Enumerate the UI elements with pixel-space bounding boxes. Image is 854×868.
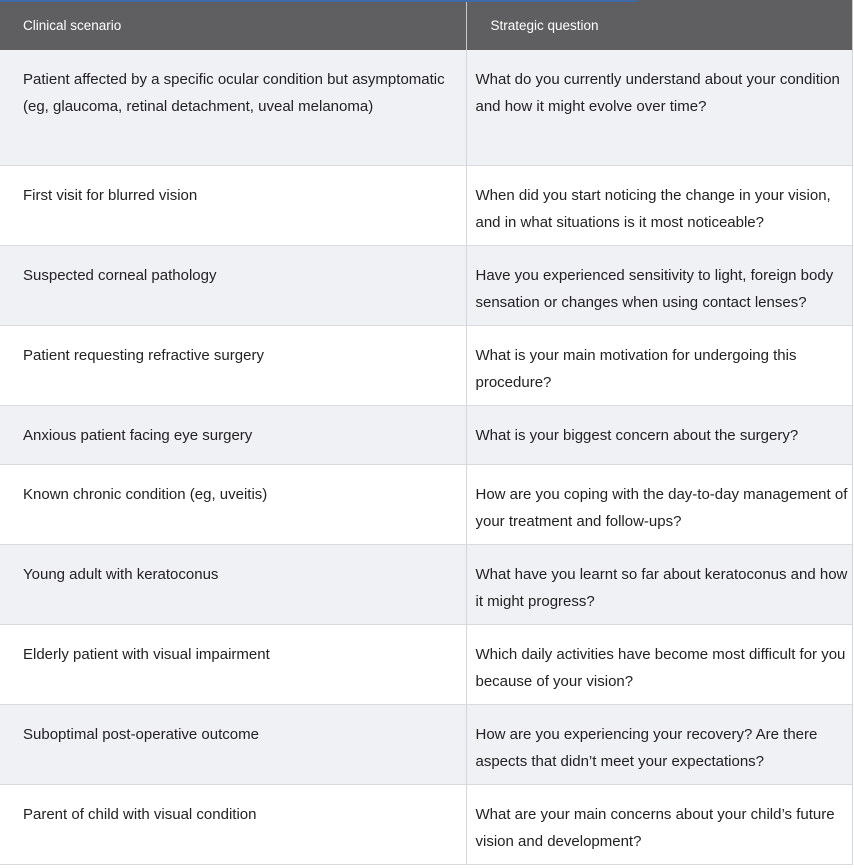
question-cell: Which daily activities have become most difficult for you because of your vision? bbox=[466, 624, 852, 704]
question-cell: What are your main concerns about your child’s future vision and development? bbox=[466, 784, 852, 864]
scenario-cell: Known chronic condition (eg, uveitis) bbox=[0, 464, 466, 544]
question-cell: What do you currently understand about your condition and how it might evolve over time? bbox=[466, 50, 852, 165]
scenario-cell: Parent of child with visual condition bbox=[0, 784, 466, 864]
table-row bbox=[0, 245, 852, 325]
scenario-cell: Young adult with keratoconus bbox=[0, 544, 466, 624]
scenario-cell: First visit for blurred vision bbox=[0, 165, 466, 245]
scenario-cell: Anxious patient facing eye surgery bbox=[0, 405, 466, 464]
table-row bbox=[0, 784, 852, 864]
question-cell: When did you start noticing the change in your vision, and in what situations is it most noticeable? bbox=[466, 165, 852, 245]
question-cell: Have you experienced sensitivity to light, foreign body sensation or changes when using contact lenses? bbox=[466, 245, 852, 325]
scenario-cell: Elderly patient with visual impairment bbox=[0, 624, 466, 704]
table-row bbox=[0, 464, 852, 544]
table-row bbox=[0, 624, 852, 704]
table-row bbox=[0, 704, 852, 784]
table-row bbox=[0, 165, 852, 245]
table-header-row bbox=[0, 0, 852, 50]
scenario-cell: Patient affected by a specific ocular condition but asymptomatic (eg, glaucoma, retinal detachment, uveal melanoma) bbox=[0, 50, 466, 165]
column-header-clinical-scenario: Clinical scenario bbox=[0, 0, 466, 50]
scenario-cell: Suboptimal post-operative outcome bbox=[0, 704, 466, 784]
question-cell: What is your main motivation for undergoing this procedure? bbox=[466, 325, 852, 405]
question-cell: How are you experiencing your recovery? Are there aspects that didn’t meet your expectations? bbox=[466, 704, 852, 784]
table-row bbox=[0, 544, 852, 624]
scenario-cell: Patient requesting refractive surgery bbox=[0, 325, 466, 405]
table-row bbox=[0, 405, 852, 464]
top-accent-bar bbox=[0, 0, 637, 2]
question-cell: What is your biggest concern about the surgery? bbox=[466, 405, 852, 464]
question-cell: How are you coping with the day-to-day management of your treatment and follow-ups? bbox=[466, 464, 852, 544]
question-cell: What have you learnt so far about keratoconus and how it might progress? bbox=[466, 544, 852, 624]
table-row bbox=[0, 50, 852, 165]
scenario-cell: Suspected corneal pathology bbox=[0, 245, 466, 325]
table-row bbox=[0, 325, 852, 405]
column-header-strategic-question: Strategic question bbox=[466, 0, 852, 50]
